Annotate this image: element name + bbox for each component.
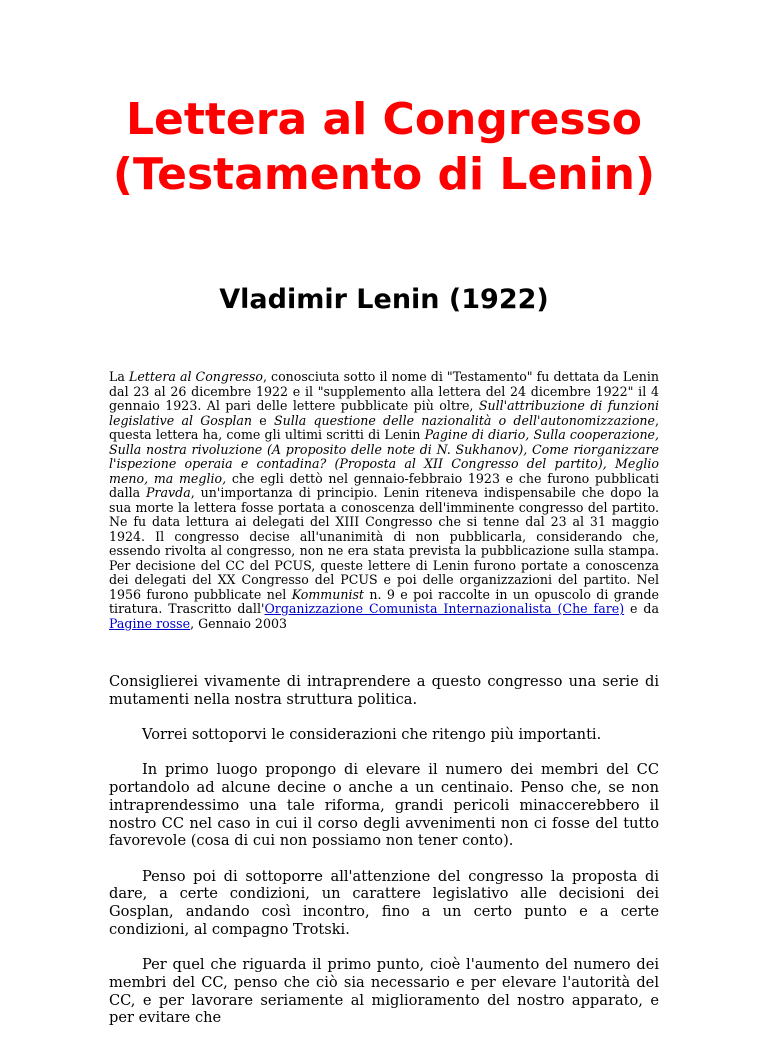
intro-text: che egli dettò nel gennaio-febbraio 1923 e che furono pubblicati dalla [109,470,659,500]
intro-text: , Gennaio 2003 [190,615,287,631]
letter-paragraph: Per quel che riguarda il primo punto, cioè l'aumento del numero dei membri del CC, penso che ciò sia necessario e per elevare l'autorità del CC, e per lavorare seriamente al miglioramento del nostro apparato, e per evitare che [109,956,659,1027]
intro-text: , questa lettera ha, come gli ultimi scritti di Lenin [109,412,659,442]
intro-text: La [109,369,129,384]
document-title: Lettera al Congresso (Testamento di Lenin) [112,94,656,200]
link-pagine-rosse[interactable]: Pagine rosse [109,615,191,631]
letter-paragraph: In primo luogo propongo di elevare il numero dei membri del CC portandolo ad alcune decine o anche a un centinaio. Penso che, se non intraprendessimo una tale riforma, grandi pericoli minaccerebbero il nostro CC nel caso in cui il corso degli avvenimenti non ci fosse del tutto favorevole (cosa di cui non possiamo non tener conto). [109,761,659,850]
intro-text: e [252,412,274,428]
link-organizzazione-comunista[interactable]: Organizzazione Comunista Internazionalista (Che fare) [264,601,625,616]
letter-paragraph: Vorrei sottoporvi le considerazioni che ritengo più importanti. [142,726,602,744]
intro-text: e da [624,601,659,616]
intro-text: , conosciuta sotto il nome di "Testamento" fu dettata da Lenin dal 23 al 26 dicembre 1922 e il "supplemento alla lettera del 24 dicembre 1922" il 4 gennaio 1923. Al pari delle lettere pubblicate più oltre, [109,369,659,413]
letter-paragraph: Penso poi di sottoporre all'attenzione del congresso la proposta di dare, a certe condizioni, un carattere legislativo alle decisioni dei Gosplan, andando così incontro, fino a un certo punto e a certe condizioni, al compagno Trotski. [109,867,659,938]
intro-italic: Pravda [146,485,191,500]
intro-italic: Lettera al Congresso [128,369,263,384]
author-line: Vladimir Lenin (1922) [219,284,549,315]
intro-italic: Kommunist [291,586,364,602]
intro-italic: Pagine di diario, Sulla cooperazione, Sulla nostra rivoluzione (A proposito delle note di N. Sukhanov), Come riorganizzare l'ispezione operaia e contadina? (Proposta al XII Congresso del partito), Meglio meno, ma meglio, [109,427,660,486]
intro-text: n. 9 e poi raccolte in un opuscolo di grande tiratura. Trascritto dall' [109,586,659,616]
letter-paragraph: Consiglierei vivamente di intraprendere a questo congresso una serie di mutamenti nella nostra struttura politica. [109,673,659,708]
intro-text: , un'importanza di principio. Lenin riteneva indispensabile che dopo la sua morte la lettera fosse portata a conoscenza dell'imminente congresso del partito. Ne fu data lettura ai delegati del XIII Congresso che si tenne dal 23 al 31 maggio 1924. Il congresso decise all'unanimità di non pubblicarla, considerando che, essendo rivolta al congresso, non ne era stata prevista la pubblicazione sulla stampa. Per decisione del CC del PCUS, queste lettere di Lenin furono portate a conoscenza dei delegati del XX Congresso del PCUS e poi delle organizzazioni del partito. Nel 1956 furono pubblicate nel [109,485,659,602]
editorial-note [109,370,659,631]
letter-body [109,673,659,1045]
intro-italic: Sulla questione delle nazionalità o dell'autonomizzazione [273,412,655,428]
intro-italic: Sull'attribuzione di funzioni legislative al Gosplan [109,398,659,428]
